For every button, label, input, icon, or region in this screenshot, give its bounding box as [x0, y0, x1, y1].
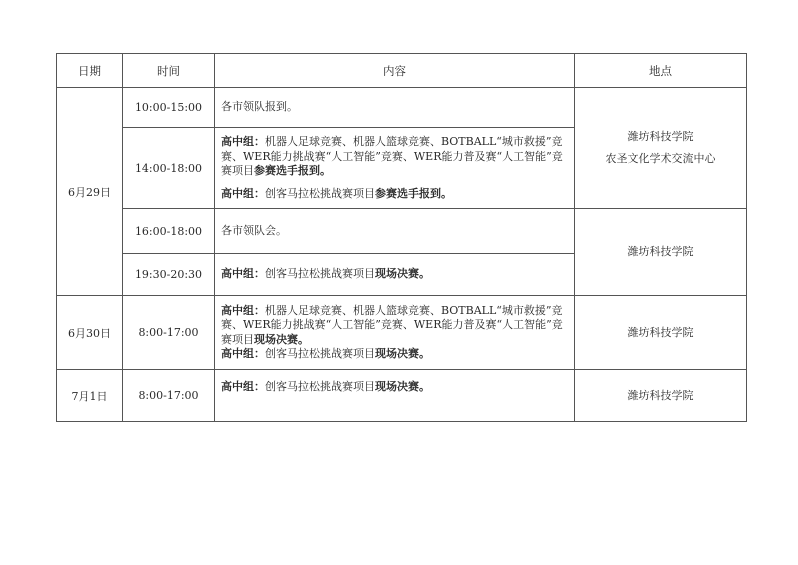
content-emphasis: 现场决赛。: [375, 267, 430, 281]
content-text: 创客马拉松挑战赛项目: [265, 380, 375, 393]
group-label: 高中组：: [221, 303, 265, 317]
content-cell: [215, 370, 575, 422]
location-cell: 潍坊科技学院: [575, 296, 747, 370]
content-text: 机器人足球竞赛、机器人篮球竞赛、BOTBALL“城市救援”竞赛、WER能力挑战赛“人工智能”竞赛、WER能力普及赛“人工智能”竞赛项目: [221, 135, 563, 177]
content-text: 创客马拉松挑战赛项目: [265, 267, 375, 281]
content-paragraph: [221, 135, 568, 179]
content-paragraph: [221, 347, 568, 362]
group-label: 高中组：: [221, 347, 265, 360]
content-emphasis: 现场决赛。: [375, 347, 430, 360]
group-label: 高中组：: [221, 267, 265, 281]
time-cell: 19:30-20:30: [123, 254, 215, 296]
group-label: 高中组：: [221, 135, 265, 148]
header-date: 日期: [57, 54, 123, 88]
content-cell: [215, 296, 575, 370]
content-cell: [215, 88, 575, 128]
content-emphasis: 现场决赛。: [375, 380, 430, 393]
group-label: 高中组：: [221, 186, 265, 200]
content-paragraph: [221, 304, 568, 348]
time-cell: 14:00-18:00: [123, 128, 215, 209]
header-content: 内容: [215, 54, 575, 88]
content-text: 机器人足球竞赛、机器人篮球竞赛、BOTBALL“城市救援”竞赛、WER能力挑战赛“人工智能”竞赛、WER能力普及赛“人工智能”竞赛项目: [221, 303, 563, 346]
content-text: 创客马拉松挑战赛项目: [265, 347, 375, 360]
content-cell: [215, 254, 575, 296]
date-cell: 6月29日: [57, 88, 123, 296]
location-line: 潍坊科技学院: [627, 130, 694, 143]
schedule-table: [56, 53, 747, 422]
content-emphasis: 参赛选手报到。: [254, 164, 331, 177]
location-cell: [575, 88, 747, 209]
date-cell: 6月30日: [57, 296, 123, 370]
content-text: 各市领队会。: [221, 223, 287, 237]
header-location: 地点: [575, 54, 747, 88]
table-row: [57, 296, 747, 370]
location-cell: 潍坊科技学院: [575, 370, 747, 422]
time-cell: 8:00-17:00: [123, 296, 215, 370]
location-line: 农圣文化学术交流中心: [605, 152, 716, 165]
content-text: 创客马拉松挑战赛项目: [265, 186, 375, 200]
content-emphasis: 现场决赛。: [254, 332, 309, 346]
time-cell: 8:00-17:00: [123, 370, 215, 422]
content-paragraph: [221, 187, 568, 202]
content-text: 各市领队报到。: [221, 100, 298, 114]
table-row: [57, 370, 747, 422]
location-cell: 潍坊科技学院: [575, 209, 747, 296]
header-time: 时间: [123, 54, 215, 88]
group-label: 高中组：: [221, 380, 265, 393]
content-emphasis: 参赛选手报到。: [375, 186, 452, 200]
time-cell: 10:00-15:00: [123, 88, 215, 128]
table-row: [57, 209, 747, 254]
date-cell: 7月1日: [57, 370, 123, 422]
header-row: [57, 54, 747, 88]
table-row: [57, 88, 747, 128]
content-cell: [215, 128, 575, 209]
time-cell: 16:00-18:00: [123, 209, 215, 254]
content-cell: [215, 209, 575, 254]
